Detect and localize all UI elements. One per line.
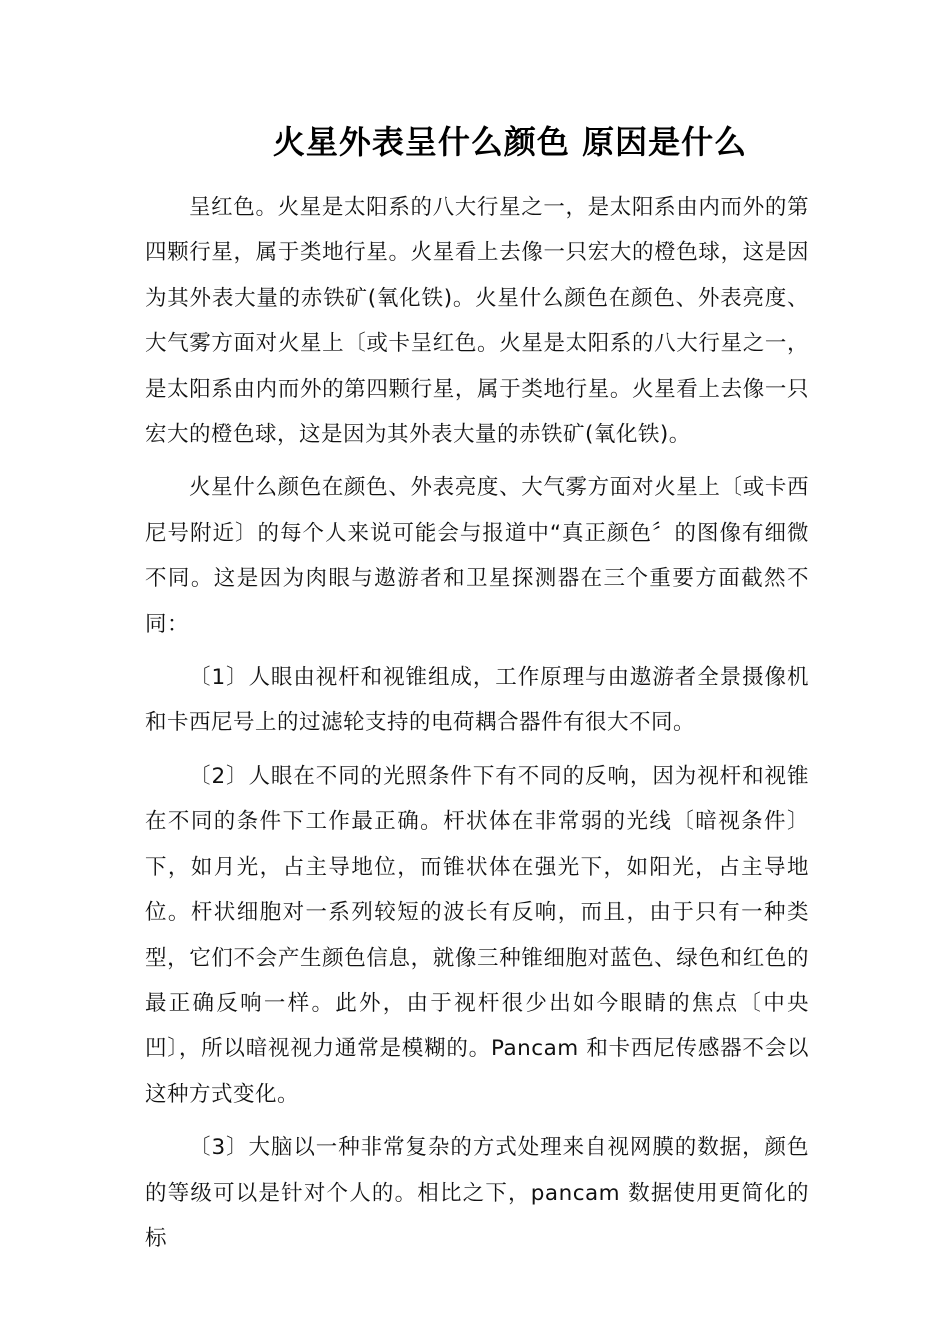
paragraph-color-difference: 火星什么颜色在颜色、外表亮度、大气雾方面对火星上〔或卡西尼号附近〕的每个人来说可能会与报道中“真正颜色〞的图像有细微不同。这是因为肉眼与遨游者和卫星探测器在三个重要方面截然不同： xyxy=(145,475,809,637)
document-title: 火星外表呈什么颜色 原因是什么 xyxy=(272,123,748,161)
paragraph-point-2: 〔2〕人眼在不同的光照条件下有不同的反响，因为视杆和视锥在不同的条件下工作最正确。杆状体在非常弱的光线〔暗视条件〕下，如月光，占主导地位，而锥状体在强光下，如阳光，占主导地位。杆状细胞对一系列较短的波长有反响，而且，由于只有一种类型，它们不会产生颜色信息，就像三种锥细胞对蓝色、绿色和红色的最正确反响一样。此外，由于视杆很少出如今眼睛的焦点〔中央凹〕，所以暗视视力通常是模糊的。Pancam 和卡西尼传感器不会以这种方式变化。 xyxy=(145,763,809,1107)
paragraph-point-1: 〔1〕人眼由视杆和视锥组成，工作原理与由遨游者全景摄像机和卡西尼号上的过滤轮支持的电荷耦合器件有很大不同。 xyxy=(145,665,809,736)
paragraph-intro: 呈红色。火星是太阳系的八大行星之一，是太阳系由内而外的第四颗行星，属于类地行星。火星看上去像一只宏大的橙色球，这是因为其外表大量的赤铁矿(氧化铁)。火星什么颜色在颜色、外表亮度、大气雾方面对火星上〔或卡呈红色。火星是太阳系的八大行星之一，是太阳系由内而外的第四颗行星，属于类地行星。火星看上去像一只宏大的橙色球，这是因为其外表大量的赤铁矿(氧化铁)。 xyxy=(145,195,809,448)
paragraph-point-3: 〔3〕大脑以一种非常复杂的方式处理来自视网膜的数据，颜色的等级可以是针对个人的。相比之下，pancam 数据使用更简化的标 xyxy=(145,1135,809,1251)
document-body xyxy=(145,185,809,1269)
